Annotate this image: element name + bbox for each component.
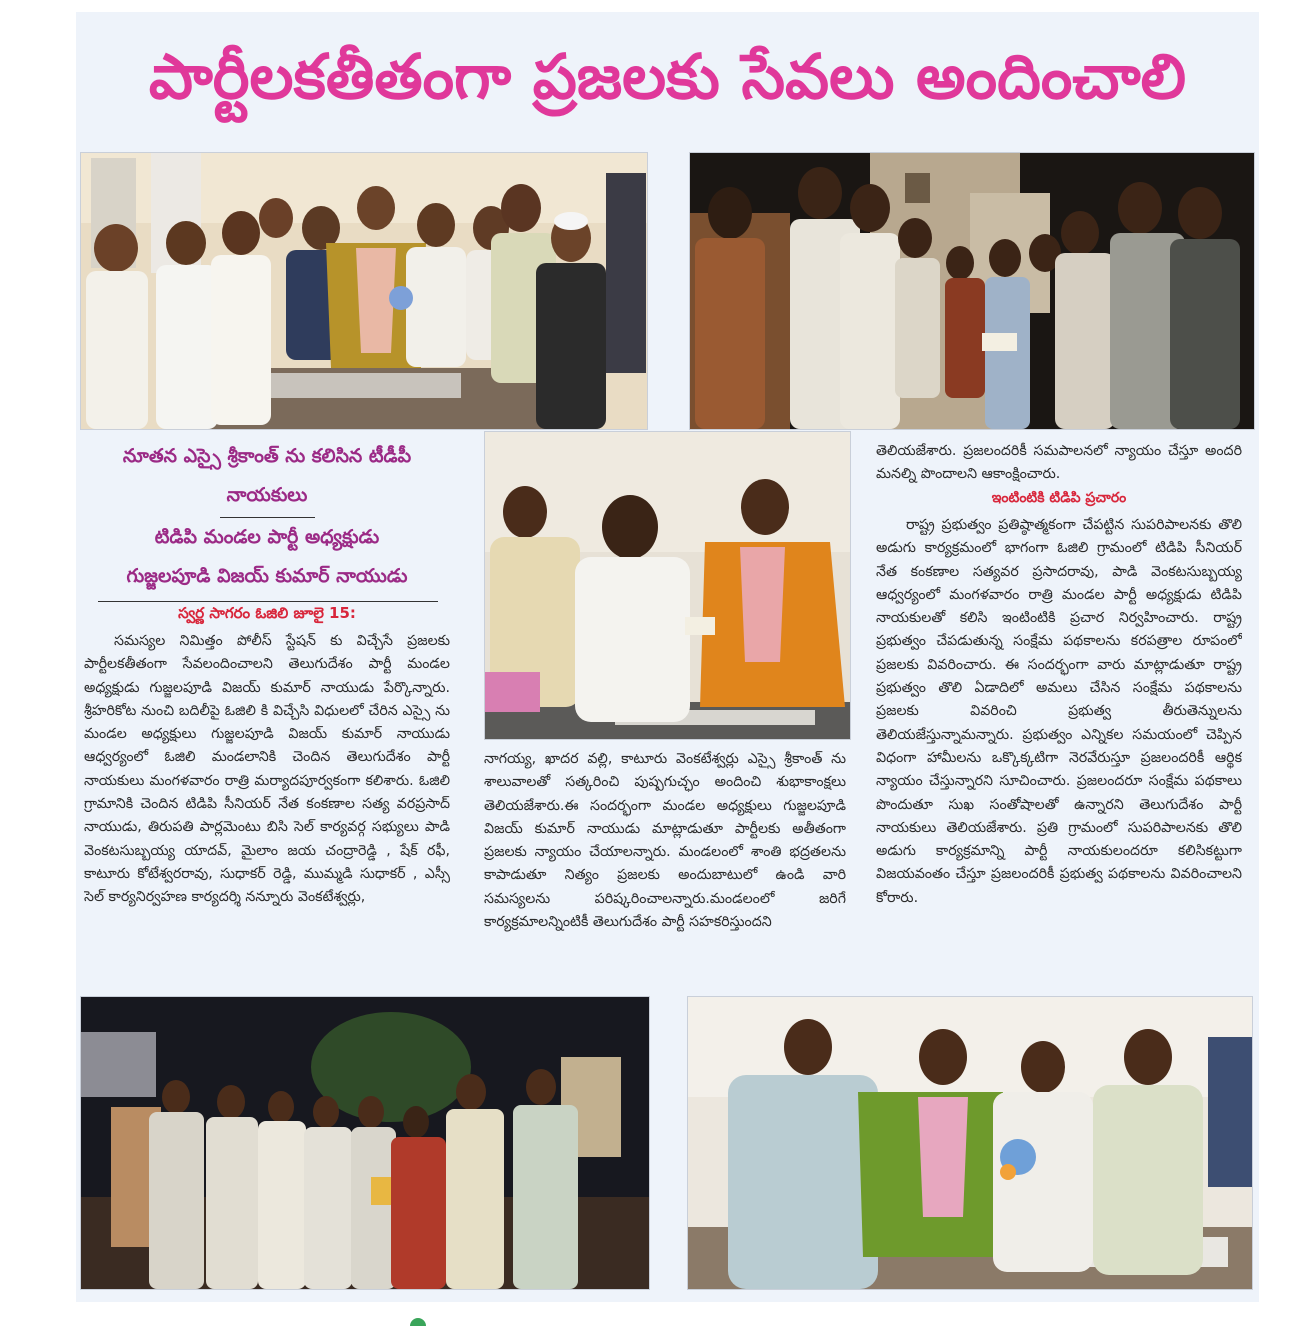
photo-night-handover: [689, 152, 1255, 430]
right-column-body-top: తెలియజేశారు. ప్రజలందరికీ సమపాలనలో న్యాయం చేస్తూ అందరి మనల్ని పొందాలని ఆకాంక్షించారు.: [876, 443, 1242, 483]
left-column-body: సమస్యల నిమిత్తం పోలీస్ స్టేషన్ కు విచ్చేసే ప్రజలకు పార్టీలకతీతంగా సేవలందించాలని తెలుగుదేశం పార్టీ మండల అధ్యక్షుడు గుజ్జలపూడి విజయ్ కుమార్ నాయుడు పేర్కొన్నారు. శ్రీహరికోట నుంచి బదిలీపై ఓజిలి కి విచ్చేసి విధులలో చేరిన ఎస్సై ను మండల అధ్యక్షులు గుజ్జలపూడి విజయ్ కుమార్ నాయుడు ఆధ్వర్యంలో ఓజిలి మండలానికి చెందిన తెలుగుదేశం పార్టీ నాయకులు మంగళవారం రాత్రి మర్యాదపూర్వకంగా కలిశారు. ఓజిలి గ్రామానికి చెందిన టిడిపి సీనియర్ నేత కంకణాల సత్య వరప్రసాద్ నాయుడు, తిరుపతి పార్లమెంటు బిసి సెల్ కార్యవర్గ సభ్యులు పాడి వెంకటసుబ్బయ్య యాదవ్, మైలాం జయ చంద్రారెడ్డి , షేక్ రఫీ, కాటూరు కోటేశ్వరరావు, సుధాకర్ రెడ్డి, ముమ్మడి సుధాకర్ , ఎస్సీ సెల్ కార్యనిర్వహణ కార్యదర్శి నన్నూరు వెంకటేశ్వర్లు,: [84, 633, 450, 906]
article-title-line-1: నూతన ఎస్సై శ్రీకాంత్ ను కలిసిన టీడీపీ: [122, 445, 412, 467]
article-dateline: స్వర్ణ సాగరం ఓజిలి జూలై 15:: [178, 604, 356, 622]
page-marker: [410, 1318, 426, 1326]
photo-bouquet-felicitation: [687, 996, 1253, 1290]
right-column-body: రాష్ట్ర ప్రభుత్వం ప్రతిష్ఠాత్మకంగా చేపట్టిన సుపరిపాలనకు తొలి అడుగు కార్యక్రమంలో భాగంగా ఓజిలి గ్రామంలో టిడిపి సీనియర్ నేత కంకణాల సత్యవర ప్రసాదరావు, పాడి వెంకటసుబ్బయ్య ఆధ్వర్యంలో మంగళవారం రాత్రి మండల పార్టీ అధ్యక్షుడు టిడిపి నాయకులతో కలిసి ఇంటింటికి ప్రచార నిర్వహించారు. రాష్ట్ర ప్రభుత్వం చేపడుతున్న సంక్షేమ పథకాలను కరపత్రాల రూపంలో ప్రజలకు వివరించారు. ఈ సందర్భంగా వారు మాట్లాడుతూ రాష్ట్ర ప్రభుత్వం తొలి ఏడాదిలో అమలు చేసిన సంక్షేమ పథకాలను ప్రజలకు వివరించి ప్రభుత్వ తీరుతెన్నులను తెలియజేస్తున్నామన్నారు. ప్రభుత్వం ఎన్నికల సమయంలో చెప్పిన విధంగా హామీలను ఒక్కొక్కటిగా నెరవేరుస్తూ ప్రజలందరికీ ఆర్థిక న్యాయం చేస్తున్నారని సూచించారు. ప్రజలందరూ సంక్షేమ పథకాలు పొందుతూ సుఖ సంతోషాలతో ఉన్నారని తెలుగుదేశం పార్టీ నాయకులు తెలియజేశారు. ప్రతి గ్రామంలో సుపరిపాలనకు తొలి అడుగు కార్యక్రమాన్ని పార్టీ నాయకులందరూ కలిసికట్టుగా విజయవంతం చేస్తూ ప్రజలందరికీ ప్రభుత్వ పథకాలను వివరించాలని కోరారు.: [876, 517, 1242, 906]
subtitle-divider: [98, 601, 438, 602]
campaign-subheading: ఇంటింటికి టిడిపి ప్రచారం: [991, 490, 1127, 506]
photo-shawl-felicitation: [484, 431, 851, 740]
article-subtitle-line-2: గుజ్జలపూడి విజయ్ కుమార్ నాయుడు: [126, 565, 408, 587]
article-subtitle-line-1: టిడిపి మండల పార్టీ అధ్యక్షుడు: [154, 526, 380, 548]
title-divider: [220, 517, 315, 518]
photo-office-felicitation: [80, 152, 648, 430]
photo-night-campaign-group: [80, 996, 650, 1290]
article-title-line-2: నాయకులు: [226, 484, 308, 506]
page-headline: పార్టీలకతీతంగా ప్రజలకు సేవలు అందించాలి: [148, 40, 1187, 113]
middle-column-body: నాగయ్య, ఖాదర వల్లి, కాటూరు వెంకటేశ్వర్లు ఎస్సై శ్రీకాంత్ ను శాలువాలతో సత్కరించి పుష్పగుచ్ఛం అందించి శుభాకాంక్షలు తెలియజేశారు.ఈ సందర్భంగా మండల అధ్యక్షులు గుజ్జలపూడి విజయ్ కుమార్ నాయుడు మాట్లాడుతూ పార్టీలకు అతీతంగా ప్రజలకు న్యాయం చేయాలన్నారు. మండలంలో శాంతి భద్రతలను కాపాడుతూ నిత్యం ప్రజలకు అందుబాటులో ఉండి వారి సమస్యలను పరిష్కరించాలన్నారు.మండలంలో జరిగే కార్యక్రమాలన్నింటికీ తెలుగుదేశం పార్టీ సహకరిస్తుందని: [484, 751, 846, 931]
